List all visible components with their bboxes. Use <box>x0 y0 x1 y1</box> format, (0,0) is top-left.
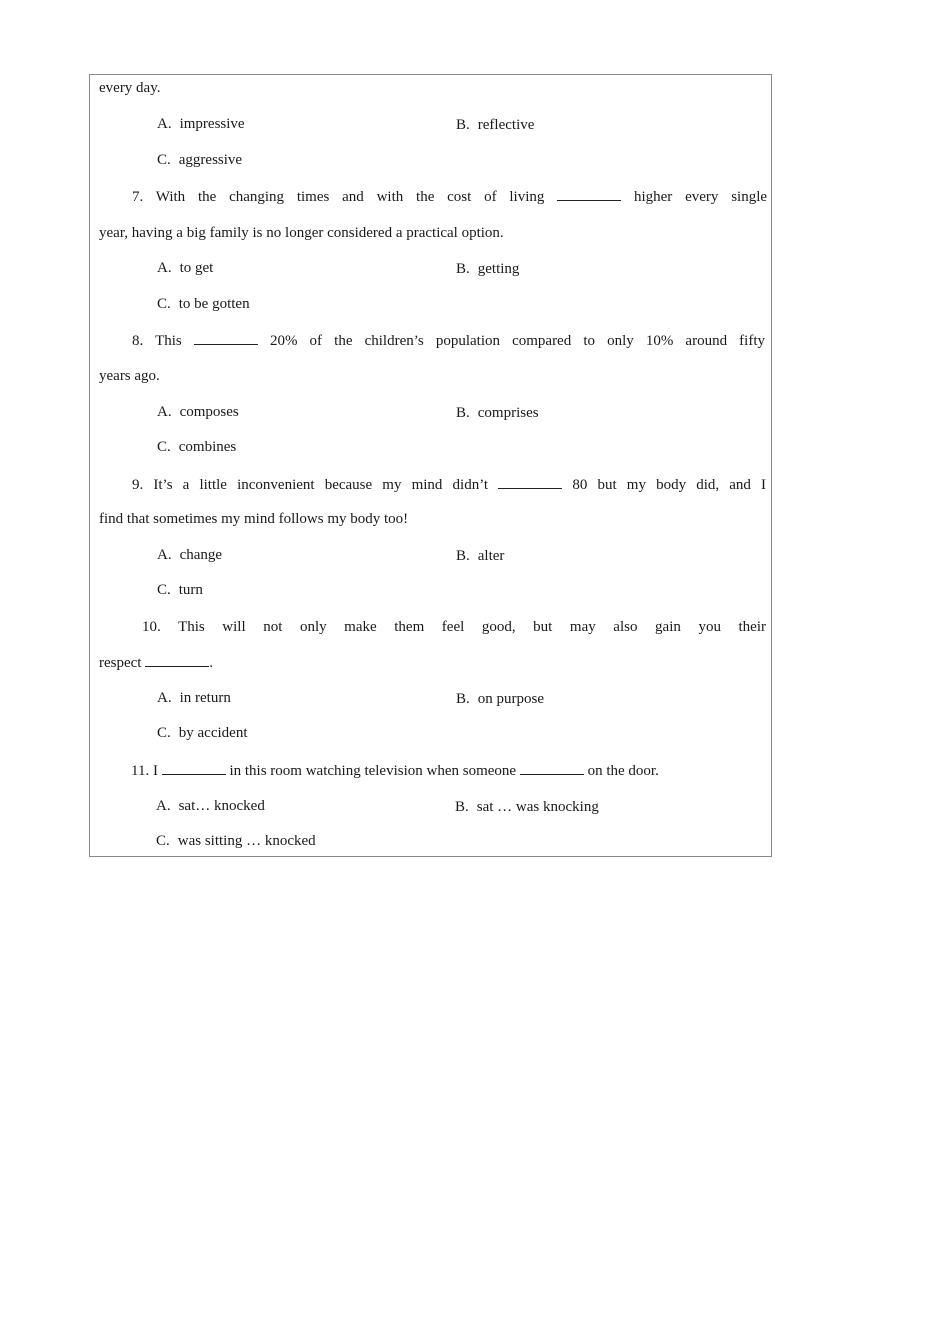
question-7-line1 <box>132 186 767 206</box>
question-9-line1 <box>132 474 766 494</box>
option-letter: A. <box>157 260 172 276</box>
question-text: This <box>155 333 182 349</box>
option-letter: C. <box>157 439 171 455</box>
option-text: aggressive <box>178 152 243 168</box>
option-b <box>456 259 519 279</box>
question-10-line1 <box>142 617 766 637</box>
option-text: to get <box>179 260 214 276</box>
option-letter: A. <box>157 116 172 132</box>
option-letter: C. <box>156 833 170 849</box>
answer-blank <box>520 760 584 775</box>
option-b <box>455 797 599 817</box>
question-number: 7. <box>132 189 144 205</box>
question-text: on the door. <box>587 763 659 779</box>
option-text: impressive <box>179 116 245 132</box>
option-text: was sitting … knocked <box>177 833 316 849</box>
option-letter: B. <box>456 691 470 707</box>
option-a <box>157 258 213 278</box>
option-text: change <box>179 547 223 563</box>
option-letter: C. <box>157 296 171 312</box>
option-a <box>156 796 265 816</box>
option-text: in return <box>179 690 231 706</box>
option-c <box>157 294 250 314</box>
option-text: sat … was knocking <box>476 799 599 815</box>
option-c <box>157 150 242 170</box>
option-text: turn <box>178 582 203 598</box>
question-7-line2: year, having a big family is no longer considered a practical option. <box>99 225 504 241</box>
option-letter: A. <box>157 690 172 706</box>
option-b <box>456 115 534 135</box>
option-letter: B. <box>456 405 470 421</box>
option-letter: B. <box>456 117 470 133</box>
option-a <box>157 114 245 134</box>
answer-blank <box>145 652 209 667</box>
option-b <box>456 689 544 709</box>
option-a <box>157 545 222 565</box>
option-letter: A. <box>156 798 171 814</box>
option-text: composes <box>179 404 239 420</box>
option-c <box>157 437 236 457</box>
answer-blank <box>557 186 621 201</box>
question-9-line2: find that sometimes my mind follows my body too! <box>99 511 409 527</box>
option-text: to be gotten <box>178 296 250 312</box>
option-c <box>157 723 247 743</box>
question-number: 8. <box>132 333 144 349</box>
option-text: sat… knocked <box>178 798 265 814</box>
question-text: higher every single <box>633 189 767 205</box>
option-text: on purpose <box>477 691 545 707</box>
question-text: This will not only make them feel good, but may also gain you their <box>178 619 766 635</box>
question-number: 9. <box>132 477 144 493</box>
question-fragment: every day. <box>99 80 161 96</box>
option-letter: C. <box>157 152 171 168</box>
question-8-line1 <box>132 330 765 350</box>
question-11-line1 <box>131 760 659 781</box>
option-b <box>456 546 504 566</box>
question-8-line2: years ago. <box>99 368 160 384</box>
option-text: reflective <box>477 117 535 133</box>
answer-blank <box>162 760 226 775</box>
option-b <box>456 403 539 423</box>
option-letter: B. <box>455 799 469 815</box>
option-a <box>157 688 231 708</box>
option-text: by accident <box>178 725 248 741</box>
question-number: 10. <box>142 619 161 635</box>
question-text: in this room watching television when someone <box>229 763 517 779</box>
option-letter: A. <box>157 547 172 563</box>
answer-blank <box>498 474 562 489</box>
option-letter: A. <box>157 404 172 420</box>
question-10-line2 <box>99 652 213 673</box>
option-text: alter <box>477 548 505 564</box>
answer-blank <box>194 330 258 345</box>
question-text: 20% of the children’s population compared to only 10% around fifty <box>269 333 765 349</box>
question-text: respect <box>99 655 142 671</box>
question-text: 80 but my body did, and I <box>572 477 766 493</box>
question-text: With the changing times and with the cost of living <box>155 189 545 205</box>
option-c <box>157 580 203 600</box>
option-text: comprises <box>477 405 539 421</box>
question-text: . <box>209 655 213 671</box>
option-c <box>156 831 316 851</box>
question-number: 11. <box>131 763 150 779</box>
option-text: combines <box>178 439 237 455</box>
option-letter: C. <box>157 725 171 741</box>
question-text: I <box>152 763 158 779</box>
option-letter: B. <box>456 261 470 277</box>
option-a <box>157 402 239 422</box>
option-letter: B. <box>456 548 470 564</box>
option-letter: C. <box>157 582 171 598</box>
question-text: It’s a little inconvenient because my mind didn’t <box>153 477 489 493</box>
option-text: getting <box>477 261 520 277</box>
